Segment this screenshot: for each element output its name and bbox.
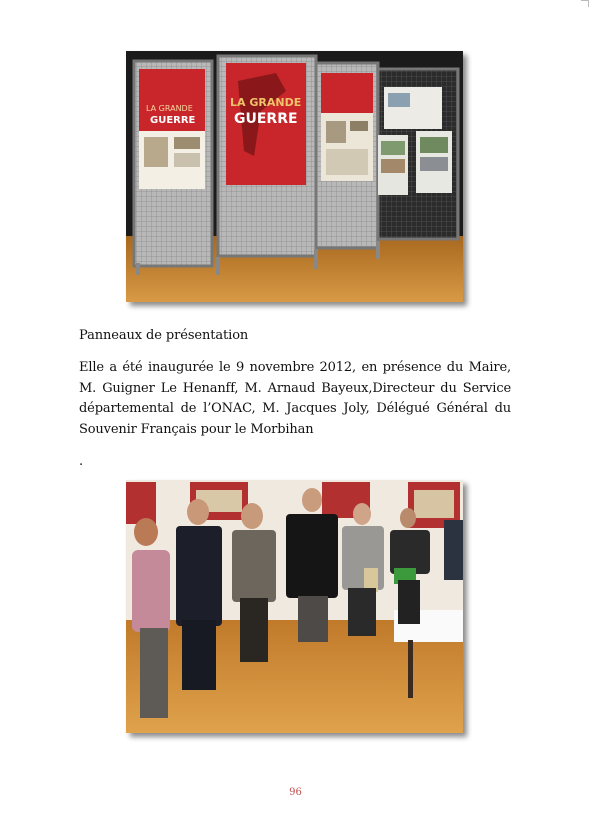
page-number: 96 (289, 787, 302, 798)
left-poster-title-line1: LA GRANDE (146, 104, 193, 113)
center-poster-title-line1: LA GRANDE (230, 96, 302, 109)
center-poster-title-line2: GUERRE (234, 111, 298, 127)
body-paragraph: Elle a été inaugurée le 9 novembre 2012, en présence du Maire, M. Guigner Le Henanff, M. Arnaud Bayeux,Directeur du Service départemental de l’ONAC, M. Jacques Joly, Délégué Général du Souvenir Français pour le Morbihan (79, 360, 511, 437)
photo-caption: Panneaux de présentation (79, 328, 249, 343)
inauguration-group-photo (126, 480, 463, 733)
left-poster-title-line2: GUERRE (150, 115, 196, 126)
exhibition-panels-photo (126, 51, 463, 302)
page-corner-mark (581, 0, 589, 7)
dot-line: . (79, 454, 84, 469)
